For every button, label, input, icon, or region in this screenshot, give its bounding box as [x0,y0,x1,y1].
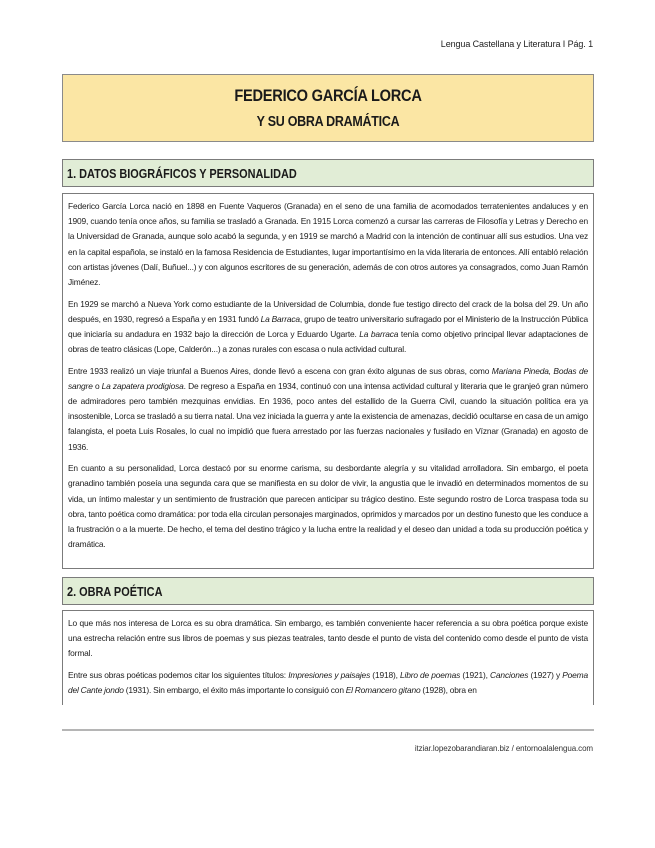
footer-divider [62,729,594,731]
poetry-text-box [62,610,594,705]
italic-title: Libro de poemas [399,669,461,680]
italic-title: Impresiones y paisajes [288,669,371,680]
text-run: (1928), obra en [420,685,477,696]
biography-text-box [62,193,594,569]
italic-title: Mariana Pineda, Bodas de sangre [68,365,588,391]
text-run: Entre sus obras poéticas podemos citar los siguientes títulos: [68,669,289,680]
paragraph: Lo que más nos interesa de Lorca es su obra dramática. Sin embargo, es también conveniente hacer referencia a su obra poética porque existe una estrecha relación entre sus libros de poemas y sus piezas teatrales, tanto desde el punto de vista del contenido como desde el punto de vista formal. [68,618,588,659]
page-header: Lengua Castellana y Literatura I Pág. 1 [440,39,593,49]
italic-title: Canciones [490,669,529,680]
document-subtitle: Y SU OBRA DRAMÁTICA [256,114,400,130]
section-heading-biography [62,159,594,187]
text-run: tenía como objetivo principal llevar adaptaciones de obras de teatro clásicas (Lope, Calderón...) a zonas rurales con escasa o nula actividad cultural. [68,328,588,355]
section-heading-label: 1. DATOS BIOGRÁFICOS Y PERSONALIDAD [67,166,297,181]
paragraph [68,364,588,455]
footer-credit: itziar.lopezobarandiaran.biz / entornoalalengua.com [414,744,593,753]
text-run: (1931). Sin embargo, el éxito más importante lo consiguió con [123,685,346,696]
text-run: (1927) y [528,669,563,680]
section-heading-poetry [62,577,594,605]
italic-title: La barraca [359,328,399,339]
italic-title: Poema del Cante jondo [68,669,588,696]
italic-title: La zapatera prodigiosa [101,380,184,391]
paragraph: Federico García Lorca nació en 1898 en Fuente Vaqueros (Granada) en el seno de una familia de acomodados terratenientes andaluces y en 1909, cuando tenía once años, su familia se trasladó a Granada. En 1915 Lorca comenzó a cursar las carreras de Filosofía y Letras y Derecho en la Universidad de Granada, aunque solo acabó la segunda, y en 1919 se marchó a Madrid con la intención de continuar allí sus estudios. Una vez en la capital española, se instaló en la famosa Residencia de Estudiantes, lugar importantísimo en la vida literaria de entonces. Allí entabló relación con artistas jóvenes (Dalí, Buñuel...) y con algunos escritores de su generación, además de con otros autores ya consagrados, como Juan Ramón Jiménez. [68,201,588,288]
text-run: (1921), [460,669,491,680]
text-run: En 1929 se marchó a Nueva York como estudiante de la Universidad de Columbia, donde fue testigo directo del crack de la bolsa del 29. Un año después, en 1930, regresó a España y en 1931 fundó [68,298,588,324]
text-run: (1918), [370,669,400,680]
text-run: o [92,380,102,391]
text-run: , grupo de teatro universitario sufragado por el Ministerio de la Instrucción Pública que iniciaría su andadura en 1932 bajo la dirección de Lorca y Eduardo Ugarte. [68,313,589,339]
text-run: . De regreso a España en 1934, continuó con una intensa actividad cultural y literaria que le granjeó gran número de admiradores pero también mezquinas envidias. En 1936, poco antes del estallido de la Guerra Civil, cuando la situación política era ya insostenible, Lorca se trasladó a su tierra natal. Una vez iniciada la guerra y ante la existencia de amenazas, decidió ocultarse en casa de un amigo falangista, el poeta Luis Rosales, lo cual no impidió que fuera arrestado por las fuerzas nacionales y fusilado en Víznar (Granada) en agosto de 1936. [68,380,588,452]
text-run: Entre 1933 realizó un viaje triunfal a Buenos Aires, donde llevó a escena con gran éxito algunas de sus obras, como [68,365,492,376]
title-box [62,74,594,142]
italic-title: El Romancero gitano [345,685,421,696]
italic-title: La Barraca [260,313,300,324]
section-heading-label: 2. OBRA POÉTICA [67,584,163,599]
paragraph: En cuanto a su personalidad, Lorca destacó por su enorme carisma, su desbordante alegría y su vitalidad arrolladora. Sin embargo, el poeta granadino también poseía una segunda cara que se manifiesta en su dolor de vivir, la angustia que le invadió en determinados momentos de su vida, un íntimo malestar y un sentimiento de frustración que parecen anticipar su trágico destino. Este segundo rostro de Lorca traspasa toda su obra, tanto poética como dramática: por toda ella circulan personajes marginados, oprimidos y marcados por un destino funesto que les conduce a la frustración o a la muerte. De hecho, el tema del destino trágico y la lucha entre la realidad y el deseo dan unidad a toda su producción poética y dramática. [68,463,588,550]
paragraph [68,297,588,358]
paragraph [68,668,588,698]
document-title: FEDERICO GARCÍA LORCA [234,86,422,105]
